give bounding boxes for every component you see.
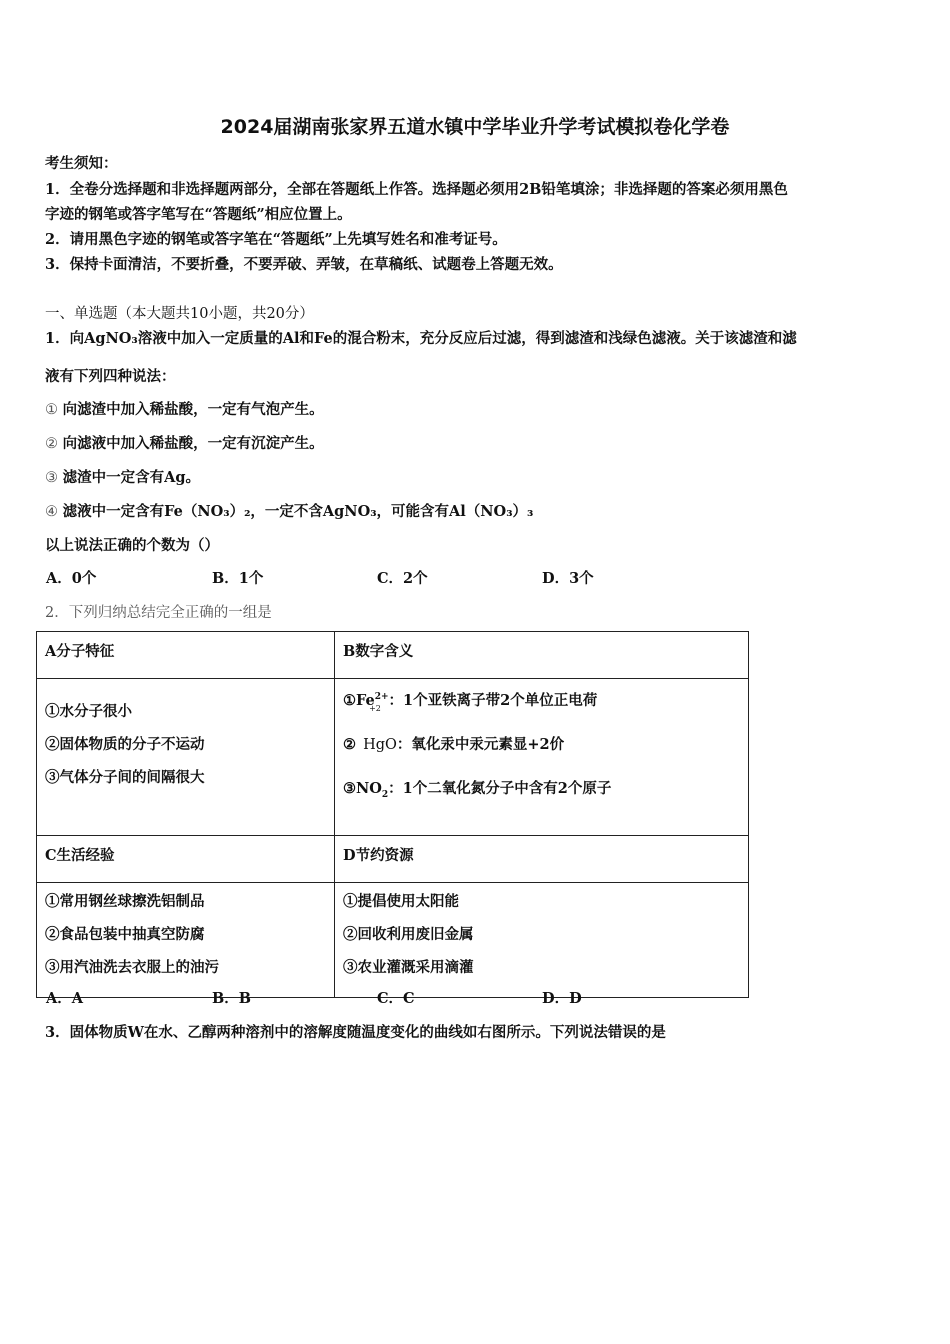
q1-statement-2-text: 向滤液中加入稀盐酸，一定有沉淀产生。	[62, 435, 324, 452]
q2-option-b[interactable]: B．B	[212, 990, 252, 1007]
q2-cell-d-body	[335, 883, 749, 998]
q2-b2-oxidation-state: +2	[369, 704, 381, 713]
q2-d-item-2: ②回收利用废旧金属	[343, 926, 474, 943]
q2-table	[36, 631, 749, 998]
q1-question: 以上说法正确的个数为（）	[45, 537, 219, 554]
q2-c-item-2: ②食品包装中抽真空防腐	[45, 926, 205, 943]
q2-b-item-1	[343, 679, 740, 719]
notice-item-3: 3．保持卡面清洁，不要折叠，不要弄破、弄皱，在草稿纸、试题卷上答题无效。	[45, 256, 563, 273]
q2-b1-charge: 2+	[374, 692, 389, 702]
q1-statement-2	[45, 432, 324, 453]
q1-stem-cont: 液有下列四种说法：	[45, 368, 176, 385]
q2-a-item-1: ①水分子很小	[45, 703, 132, 720]
notice-item-2: 2．请用黑色字迹的钢笔或答字笔在“答题纸”上先填写姓名和准考证号。	[45, 231, 507, 248]
q2-cell-a-header: A分子特征	[37, 632, 335, 679]
q1-option-a[interactable]: A．0个	[46, 570, 97, 587]
circle-2-marker: ②	[45, 436, 58, 452]
circle-1-marker: ①	[45, 402, 58, 418]
q2-option-d[interactable]: D．D	[542, 990, 582, 1007]
q2-cell-c-header: C生活经验	[37, 836, 335, 883]
q2-cell-d-header: D节约资源	[335, 836, 749, 883]
q1-statement-1	[45, 398, 324, 419]
q2-option-c[interactable]: C．C	[377, 990, 415, 1007]
q1-option-b[interactable]: B．1个	[212, 570, 264, 587]
section-heading: 一、单选题（本大题共10小题，共20分）	[45, 306, 314, 322]
q2-b-item-3	[343, 767, 740, 811]
q2-cell-a-body	[37, 679, 335, 836]
q2-cell-c-body	[37, 883, 335, 998]
q2-d-item-3: ③农业灌溉采用滴灌	[343, 959, 474, 976]
q2-cell-b-body	[335, 679, 749, 836]
q1-statement-4-text: 滤液中一定含有Fe（NO₃）₂，一定不含AgNO₃，可能含有Al（NO₃）₃	[62, 503, 534, 520]
q2-b2-marker: ②	[343, 736, 356, 753]
q2-b2-formula-wrap	[363, 704, 397, 771]
q2-c-item-1: ①常用钢丝球擦洗铝制品	[45, 893, 205, 910]
q1-stem: 1．向AgNO₃溶液中加入一定质量的Al和Fe的混合粉末，充分反应后过滤，得到滤渣和浅绿色滤液。关于该滤渣和滤	[45, 330, 797, 347]
q2-b-item-2	[343, 704, 740, 767]
q2-cell-b-header: B数字含义	[335, 632, 749, 679]
q2-b3-text: ：1个二氧化氮分子中含有2个原子	[388, 780, 612, 797]
q2-option-a[interactable]: A．A	[46, 990, 84, 1007]
q1-option-c[interactable]: C．2个	[377, 570, 428, 587]
notice-item-1-cont: 字迹的钢笔或答字笔写在“答题纸”相应位置上。	[45, 206, 352, 223]
q2-a-item-2: ②固体物质的分子不运动	[45, 736, 205, 753]
circle-4-marker: ④	[45, 504, 58, 520]
q2-b2-formula: HgO	[363, 737, 397, 753]
q2-b3-prefix: ③NO	[343, 780, 382, 797]
q2-d-item-1: ①提倡使用太阳能	[343, 893, 459, 910]
q2-b1-text: ：1个亚铁离子带2个单位正电荷	[388, 691, 598, 709]
notice-heading: 考生须知：	[45, 155, 118, 172]
q2-b2-text: ：氧化汞中汞元素显+2价	[396, 736, 565, 753]
q1-statement-4	[45, 500, 533, 521]
q1-statement-3-text: 滤渣中一定含有Ag。	[62, 469, 200, 486]
q2-b1-prefix: ①Fe	[343, 691, 375, 709]
circle-3-marker: ③	[45, 470, 58, 486]
notice-item-1: 1．全卷分选择题和非选择题两部分，全部在答题纸上作答。选择题必须用2B铅笔填涂；非选择题的答案必须用黑色	[45, 181, 788, 198]
q3-stem: 3．固体物质W在水、乙醇两种溶剂中的溶解度随温度变化的曲线如右图所示。下列说法错误的是	[45, 1024, 666, 1041]
q2-stem: 2．下列归纳总结完全正确的一组是	[45, 605, 272, 621]
q1-statement-3	[45, 466, 200, 487]
q1-statement-1-text: 向滤渣中加入稀盐酸，一定有气泡产生。	[62, 401, 324, 418]
q2-a-item-3: ③气体分子间的间隔很大	[45, 769, 205, 786]
q2-c-item-3: ③用汽油洗去衣服上的油污	[45, 959, 219, 976]
page-title: 2024届湖南张家界五道水镇中学毕业升学考试模拟卷化学卷	[220, 116, 730, 138]
q2-b3-subscript: 2	[381, 789, 389, 800]
q1-option-d[interactable]: D．3个	[542, 570, 594, 587]
